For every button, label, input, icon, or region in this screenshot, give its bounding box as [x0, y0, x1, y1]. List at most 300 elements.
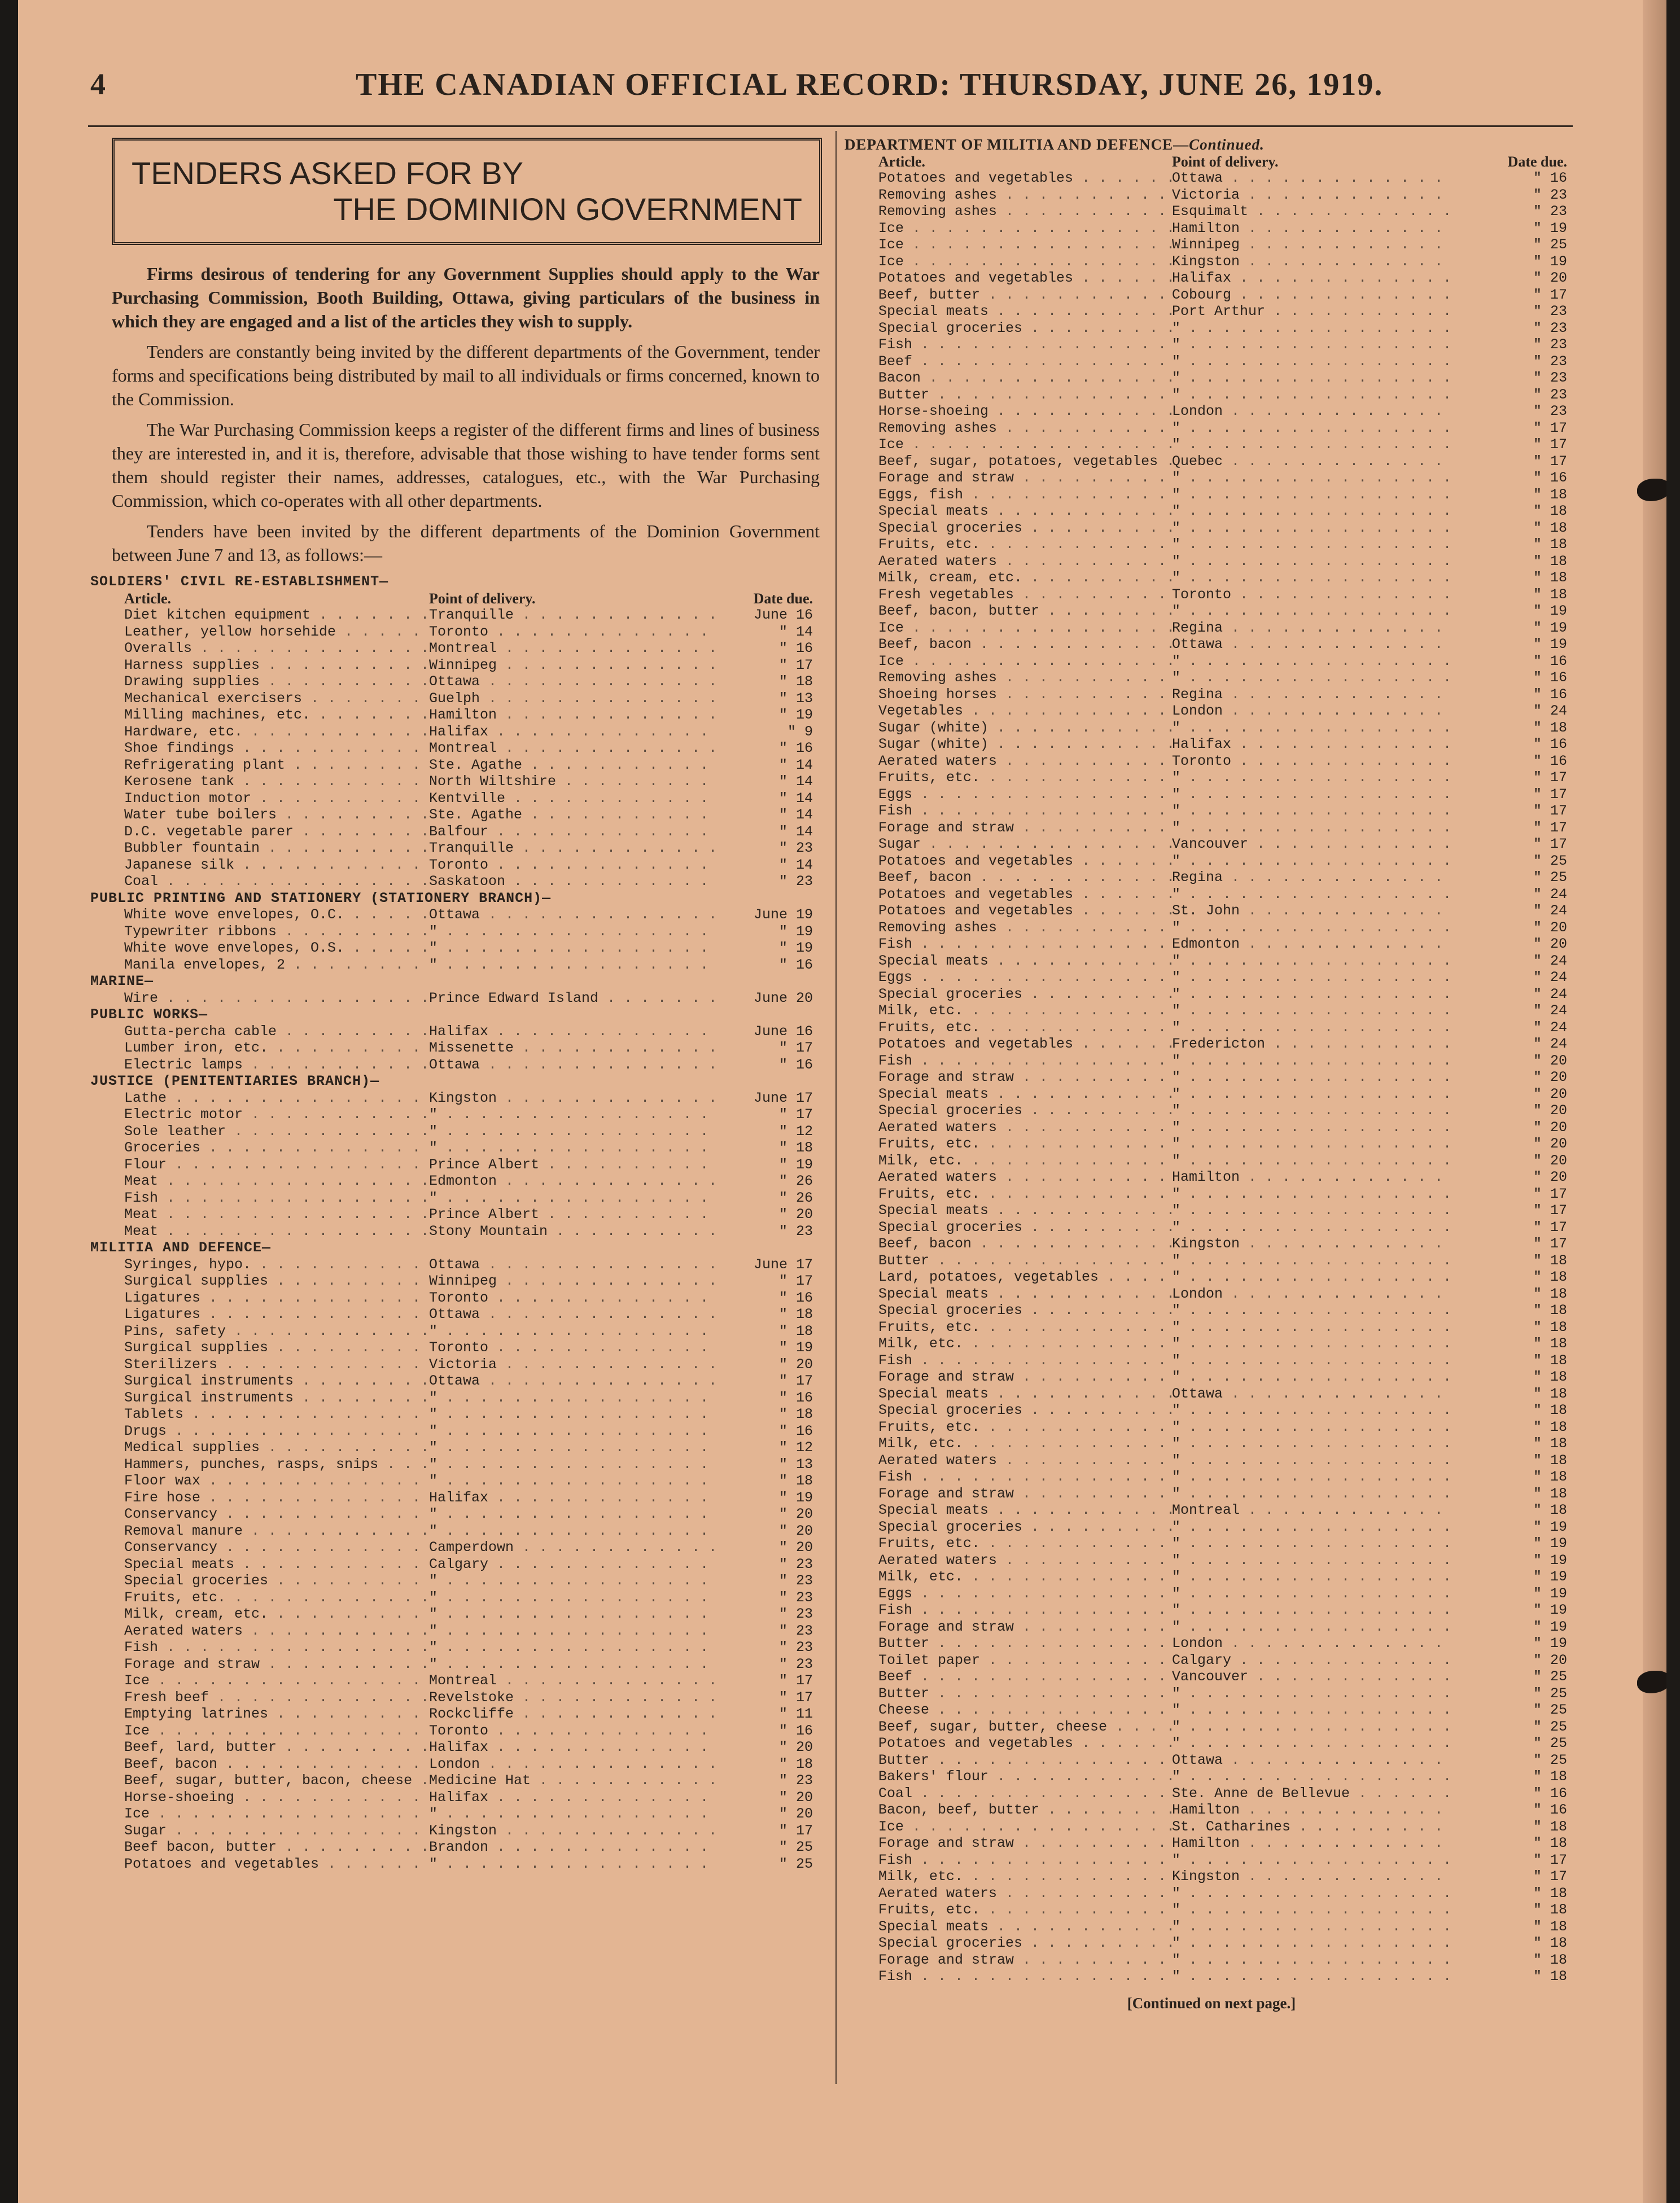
date-cell: " 17 — [1533, 836, 1567, 852]
point-cell: Kingston . . . — [429, 1090, 717, 1107]
article-cell: Forage and straw . . . — [845, 1952, 1172, 1969]
date-cell: " 17 — [1533, 769, 1567, 786]
page-header — [90, 67, 1592, 117]
table-row — [90, 1173, 830, 1190]
date-cell: " 23 — [1533, 303, 1567, 319]
point-cell: " . . . — [1172, 1735, 1454, 1752]
article-cell: Potatoes and vegetables . . . — [845, 853, 1172, 870]
point-cell: " . . . — [1172, 1702, 1454, 1719]
date-cell: " 11 — [778, 1706, 813, 1722]
date-cell: " 18 — [1533, 1452, 1567, 1469]
point-cell: " . . . — [1172, 387, 1454, 404]
point-cell: " . . . — [1172, 1435, 1454, 1452]
table-row — [90, 1723, 830, 1740]
table-row — [845, 470, 1578, 487]
point-cell: " . . . — [1172, 1369, 1454, 1386]
date-cell: " 18 — [1533, 1935, 1567, 1951]
table-row — [845, 1719, 1578, 1736]
page-fold-shadow — [1643, 0, 1666, 2203]
point-cell: " . . . — [1172, 553, 1454, 570]
point-cell: Brandon . . . — [429, 1839, 717, 1856]
table-row — [845, 1652, 1578, 1669]
table-row — [90, 1589, 830, 1606]
table-row — [90, 840, 830, 857]
point-header: Point of delivery. — [429, 590, 536, 607]
point-cell: " . . . — [1172, 320, 1454, 337]
point-cell: " . . . — [1172, 1002, 1454, 1019]
article-cell: Special groceries . . . — [845, 1302, 1172, 1319]
table-row — [845, 620, 1578, 637]
point-cell: Regina . . . — [1172, 686, 1454, 703]
article-cell: Aerated waters . . . — [845, 1452, 1172, 1469]
point-cell: Vancouver . . . — [1172, 1668, 1454, 1685]
article-cell: Fish . . . — [845, 936, 1172, 953]
binding-hole — [1637, 479, 1666, 501]
date-cell: " 17 — [778, 1106, 813, 1123]
date-cell: " 17 — [1533, 1851, 1567, 1868]
point-cell: Ottawa . . . — [429, 1306, 717, 1323]
table-row — [845, 1702, 1578, 1719]
point-cell: Stony Mountain . . . — [429, 1223, 717, 1240]
article-cell: Water tube boilers . . . — [90, 807, 429, 824]
point-cell: Saskatoon . . . — [429, 873, 717, 890]
article-cell: Wire . . . — [90, 990, 429, 1007]
date-cell: " 18 — [778, 1755, 813, 1772]
point-cell: " . . . — [429, 1573, 717, 1589]
date-cell: " 13 — [778, 690, 813, 707]
table-row — [90, 1157, 830, 1173]
table-row — [90, 1739, 830, 1756]
date-cell: " 20 — [1533, 1052, 1567, 1069]
date-cell: " 14 — [778, 756, 813, 773]
date-cell: " 16 — [1533, 736, 1567, 752]
left-tender-listing — [90, 573, 830, 1872]
table-row — [90, 740, 830, 757]
table-row — [845, 1053, 1578, 1070]
point-cell: Kingston . . . — [1172, 253, 1454, 270]
section-title: JUSTICE (PENITENTIARIES BRANCH)— — [90, 1073, 380, 1089]
right-tender-listing — [845, 137, 1578, 2012]
point-cell: Prince Edward Island . . . — [429, 990, 717, 1007]
title-line-2: THE DOMINION GOVERNMENT — [333, 191, 802, 227]
article-cell: Special meats . . . — [845, 303, 1172, 320]
table-row — [90, 1106, 830, 1123]
point-cell: Prince Albert . . . — [429, 1206, 717, 1223]
intro-paragraph: Tenders have been invited by the different departments of the Dominion Government between June 7 and 13, as follows:— — [112, 521, 820, 565]
article-cell: Drugs . . . — [90, 1423, 429, 1440]
article-cell: Meat . . . — [90, 1173, 429, 1190]
table-row — [845, 253, 1578, 270]
table-row — [90, 1040, 830, 1057]
article-cell: Special meats . . . — [845, 1086, 1172, 1103]
point-cell: Tranquille . . . — [429, 840, 717, 857]
point-cell: " . . . — [1172, 1352, 1454, 1369]
table-row — [845, 170, 1578, 187]
table-row — [845, 1868, 1578, 1885]
date-cell: " 18 — [778, 1140, 813, 1156]
point-cell: " . . . — [1172, 969, 1454, 986]
table-row — [845, 1835, 1578, 1852]
date-cell: " 14 — [778, 823, 813, 840]
table-row — [845, 1019, 1578, 1036]
table-row — [90, 1206, 830, 1223]
article-cell: Forage and straw . . . — [845, 1069, 1172, 1086]
article-cell: Forage and straw . . . — [845, 1835, 1172, 1852]
date-cell: " 20 — [1533, 1119, 1567, 1136]
date-cell: " 18 — [1533, 1968, 1567, 1985]
point-cell: London . . . — [1172, 703, 1454, 720]
date-cell: " 20 — [778, 1206, 813, 1223]
article-cell: Fruits, etc. . . . — [845, 769, 1172, 786]
table-row — [845, 1069, 1578, 1086]
date-cell: " 19 — [778, 1489, 813, 1506]
date-cell: " 18 — [1533, 1418, 1567, 1435]
table-row — [845, 1153, 1578, 1170]
date-cell: June 17 — [753, 1089, 813, 1106]
point-cell: Medicine Hat . . . — [429, 1772, 717, 1789]
table-row — [845, 919, 1578, 936]
date-cell: " 25 — [1533, 236, 1567, 253]
date-cell: " 18 — [1533, 519, 1567, 536]
article-cell: Ice . . . — [845, 653, 1172, 670]
article-cell: Sugar . . . — [90, 1823, 429, 1840]
point-cell: " . . . — [1172, 520, 1454, 537]
point-cell: St. Catharines . . . — [1172, 1819, 1454, 1836]
table-row — [845, 187, 1578, 204]
date-cell: " 16 — [1533, 1785, 1567, 1802]
point-cell: " . . . — [1172, 653, 1454, 670]
point-cell: Guelph . . . — [429, 690, 717, 707]
table-row — [845, 270, 1578, 287]
point-cell: Hamilton . . . — [429, 707, 717, 724]
article-cell: Lumber iron, etc. . . . — [90, 1040, 429, 1057]
table-row — [845, 220, 1578, 237]
article-cell: Beef, bacon . . . — [845, 869, 1172, 886]
article-cell: Fish . . . — [845, 1852, 1172, 1869]
article-cell: Sole leather . . . — [90, 1123, 429, 1140]
point-cell: " . . . — [429, 1506, 717, 1523]
point-cell: " . . . — [429, 1656, 717, 1673]
point-cell: Ottawa . . . — [429, 1057, 717, 1074]
table-row — [845, 1885, 1578, 1902]
point-cell: " . . . — [429, 940, 717, 957]
article-cell: Aerated waters . . . — [845, 1119, 1172, 1136]
point-cell: " . . . — [1172, 1086, 1454, 1103]
table-row — [845, 1269, 1578, 1286]
date-cell: " 16 — [778, 1722, 813, 1739]
date-cell: " 16 — [778, 740, 813, 756]
article-cell: Forage and straw . . . — [845, 820, 1172, 836]
table-row — [845, 503, 1578, 520]
date-cell: " 25 — [1533, 1718, 1567, 1735]
date-cell: " 18 — [1533, 719, 1567, 736]
article-cell: Potatoes and vegetables . . . — [845, 1735, 1172, 1752]
table-row — [845, 1935, 1578, 1952]
table-row — [845, 753, 1578, 770]
table-row — [90, 1539, 830, 1556]
article-cell: Potatoes and vegetables . . . — [845, 270, 1172, 287]
table-row — [90, 1140, 830, 1157]
intro-paragraph: The War Purchasing Commission keeps a register of the different firms and lines of business they are interested in, and it is, therefore, advisable that those wishing to have tender forms sent them should register their names, addresses, catalogues, etc., with the War Purchasing Commission, which co-operates with all other departments. — [112, 419, 820, 511]
article-cell: Milk, etc. . . . — [845, 1335, 1172, 1352]
right-column — [845, 131, 1578, 2012]
article-cell: Forage and straw . . . — [90, 1656, 429, 1673]
date-cell: " 19 — [1533, 1585, 1567, 1602]
date-cell: " 19 — [778, 1339, 813, 1356]
table-row — [845, 370, 1578, 387]
date-cell: " 25 — [1533, 852, 1567, 869]
point-cell: " . . . — [429, 1190, 717, 1207]
article-cell: Ice . . . — [90, 1672, 429, 1689]
point-cell: Ottawa . . . — [1172, 1386, 1454, 1403]
date-cell: " 23 — [778, 1655, 813, 1672]
article-cell: Special meats . . . — [845, 1202, 1172, 1219]
article-cell: Shoeing horses . . . — [845, 686, 1172, 703]
point-cell: " . . . — [1172, 1186, 1454, 1203]
table-row — [845, 1519, 1578, 1536]
table-row — [90, 1090, 830, 1107]
point-cell: Cobourg . . . — [1172, 287, 1454, 304]
article-cell: Sugar (white) . . . — [845, 736, 1172, 753]
table-row — [845, 1036, 1578, 1053]
date-cell: " 19 — [778, 923, 813, 940]
article-cell: Aerated waters . . . — [845, 1552, 1172, 1569]
article-cell: Butter . . . — [845, 1252, 1172, 1269]
table-row — [845, 1569, 1578, 1586]
date-cell: " 16 — [1533, 1802, 1567, 1818]
date-cell: " 16 — [1533, 669, 1567, 686]
intro-paragraph: Tenders are constantly being invited by the different departments of the Government, tender forms and specifications being distributed by mail to all individuals or firms concerned, known to the Commission. — [112, 341, 820, 409]
table-row — [90, 873, 830, 890]
point-cell: " . . . — [429, 1140, 717, 1157]
point-cell: Hamilton . . . — [1172, 1835, 1454, 1852]
date-cell: " 19 — [1533, 636, 1567, 652]
point-cell: Ottawa . . . — [429, 673, 717, 690]
date-cell: " 19 — [1533, 1569, 1567, 1585]
point-cell: " . . . — [1172, 669, 1454, 686]
date-cell: " 20 — [1533, 1085, 1567, 1102]
point-cell: " . . . — [1172, 1902, 1454, 1919]
article-cell: Aerated waters . . . — [845, 1885, 1172, 1902]
article-cell: Horse-shoeing . . . — [845, 403, 1172, 420]
table-row — [90, 1639, 830, 1656]
table-row — [845, 1435, 1578, 1452]
date-cell: June 19 — [753, 906, 813, 923]
point-cell: Toronto . . . — [429, 1339, 717, 1356]
date-cell: " 20 — [1533, 1152, 1567, 1169]
table-row — [90, 1123, 830, 1140]
point-cell: " . . . — [1172, 820, 1454, 836]
article-cell: Eggs . . . — [845, 786, 1172, 803]
point-cell: " . . . — [429, 1473, 717, 1490]
article-cell: D.C. vegetable parer . . . — [90, 824, 429, 840]
point-cell: Toronto . . . — [1172, 586, 1454, 603]
date-cell: " 19 — [1533, 1618, 1567, 1635]
point-cell: Rockcliffe . . . — [429, 1706, 717, 1723]
article-cell: Coal . . . — [845, 1785, 1172, 1802]
table-row — [845, 986, 1578, 1003]
article-cell: Pins, safety . . . — [90, 1323, 429, 1340]
article-cell: Conservancy . . . — [90, 1539, 429, 1556]
date-cell: " 18 — [778, 1306, 813, 1322]
table-row — [90, 1223, 830, 1240]
table-row — [845, 1819, 1578, 1836]
article-cell: Ice . . . — [845, 236, 1172, 253]
date-cell: " 23 — [778, 1772, 813, 1789]
article-cell: Mechanical exercisers . . . — [90, 690, 429, 707]
article-cell: Special meats . . . — [845, 953, 1172, 970]
section-title: SOLDIERS' CIVIL RE-ESTABLISHMENT— — [90, 573, 389, 590]
article-cell: Fruits, etc. . . . — [845, 1419, 1172, 1436]
article-header: Article. — [878, 153, 926, 170]
table-row — [845, 636, 1578, 653]
table-row — [90, 1423, 830, 1440]
date-cell: " 18 — [1533, 1768, 1567, 1785]
date-cell: " 17 — [1533, 453, 1567, 470]
point-cell: " . . . — [1172, 1153, 1454, 1170]
point-cell: Kingston . . . — [1172, 1236, 1454, 1252]
date-cell: " 25 — [1533, 1668, 1567, 1685]
point-cell: " . . . — [1172, 1102, 1454, 1119]
article-cell: Floor wax . . . — [90, 1473, 429, 1490]
point-cell: " . . . — [1172, 1519, 1454, 1536]
date-cell: " 23 — [778, 1573, 813, 1589]
point-cell: Hamilton . . . — [1172, 220, 1454, 237]
date-cell: " 18 — [1533, 536, 1567, 553]
point-cell: " . . . — [1172, 1586, 1454, 1602]
table-row — [845, 287, 1578, 304]
date-cell: " 23 — [1533, 403, 1567, 419]
point-cell: " . . . — [1172, 353, 1454, 370]
point-cell: London . . . — [1172, 403, 1454, 420]
article-cell: Ice . . . — [845, 620, 1172, 637]
table-row — [90, 824, 830, 840]
point-cell: Toronto . . . — [429, 857, 717, 874]
table-row — [845, 1919, 1578, 1935]
article-cell: Potatoes and vegetables . . . — [845, 170, 1172, 187]
date-cell: " 16 — [1533, 470, 1567, 486]
date-cell: " 20 — [1533, 936, 1567, 952]
table-row — [845, 1419, 1578, 1436]
point-cell: " . . . — [429, 1423, 717, 1440]
article-cell: Surgical instruments . . . — [90, 1373, 429, 1390]
date-cell: " 17 — [778, 1040, 813, 1056]
article-cell: Special groceries . . . — [845, 1102, 1172, 1119]
article-cell: Forage and straw . . . — [845, 470, 1172, 487]
date-cell: " 18 — [1533, 1485, 1567, 1502]
date-cell: " 19 — [1533, 1602, 1567, 1618]
date-cell: " 24 — [1533, 703, 1567, 719]
point-cell: Kentville . . . — [429, 790, 717, 807]
table-row — [845, 936, 1578, 953]
article-cell: Aerated waters . . . — [845, 753, 1172, 770]
date-cell: " 23 — [778, 1622, 813, 1639]
article-cell: Fruits, etc. . . . — [845, 1136, 1172, 1153]
table-row — [90, 1306, 830, 1323]
date-cell: " 17 — [1533, 1185, 1567, 1202]
date-cell: " 18 — [1533, 1902, 1567, 1918]
point-cell: Kingston . . . — [1172, 1868, 1454, 1885]
article-cell: Butter . . . — [845, 1752, 1172, 1769]
date-cell: " 17 — [778, 1689, 813, 1706]
article-cell: Electric lamps . . . — [90, 1057, 429, 1074]
table-row — [845, 869, 1578, 886]
date-cell: " 20 — [1533, 1136, 1567, 1152]
article-cell: Removal manure . . . — [90, 1523, 429, 1540]
point-cell: " . . . — [1172, 1919, 1454, 1935]
point-cell: Victoria . . . — [1172, 187, 1454, 204]
date-cell: " 17 — [1533, 786, 1567, 803]
article-cell: Meat . . . — [90, 1206, 429, 1223]
point-cell: Halifax . . . — [1172, 270, 1454, 287]
table-row — [90, 1823, 830, 1840]
date-cell: " 23 — [778, 1639, 813, 1655]
table-row — [90, 1623, 830, 1640]
date-cell: June 16 — [753, 607, 813, 623]
date-cell: " 25 — [778, 1855, 813, 1872]
date-cell: " 20 — [778, 1539, 813, 1556]
table-row — [845, 1502, 1578, 1519]
table-row — [845, 1952, 1578, 1969]
date-cell: " 20 — [1533, 270, 1567, 286]
point-cell: Ste. Agathe . . . — [429, 757, 717, 774]
article-cell: Milk, cream, etc. . . . — [90, 1606, 429, 1623]
point-cell: " . . . — [1172, 1069, 1454, 1086]
table-row — [845, 1735, 1578, 1752]
table-row — [90, 957, 830, 974]
table-row — [90, 757, 830, 774]
date-cell: " 18 — [1533, 1951, 1567, 1968]
table-row — [845, 1335, 1578, 1352]
point-cell: Kingston . . . — [429, 1823, 717, 1840]
date-cell: " 9 — [787, 723, 813, 740]
date-cell: " 24 — [1533, 986, 1567, 1002]
article-cell: Bakers' flour . . . — [845, 1768, 1172, 1785]
article-cell: Milk, etc. . . . — [845, 1002, 1172, 1019]
article-cell: Beef, bacon, butter . . . — [845, 603, 1172, 620]
date-cell: " 18 — [1533, 1302, 1567, 1319]
date-cell: " 18 — [1533, 1369, 1567, 1385]
article-cell: Beef, lard, butter . . . — [90, 1739, 429, 1756]
date-cell: " 20 — [778, 1356, 813, 1373]
table-row — [90, 1256, 830, 1273]
article-cell: Special groceries . . . — [90, 1573, 429, 1589]
point-cell: Halifax . . . — [429, 1490, 717, 1506]
date-cell: " 17 — [1533, 1202, 1567, 1219]
article-cell: Japanese silk . . . — [90, 857, 429, 874]
table-row — [90, 1023, 830, 1040]
article-cell: Special meats . . . — [845, 503, 1172, 520]
article-cell: Fish . . . — [845, 1602, 1172, 1619]
article-cell: Induction motor . . . — [90, 790, 429, 807]
table-row — [845, 1602, 1578, 1619]
article-cell: Fruits, etc. . . . — [845, 1535, 1172, 1552]
table-row — [845, 570, 1578, 586]
point-cell: " . . . — [1172, 1486, 1454, 1503]
table-row — [90, 990, 830, 1007]
article-cell: Forage and straw . . . — [845, 1486, 1172, 1503]
point-cell: " . . . — [1172, 886, 1454, 903]
section-title: PUBLIC PRINTING AND STATIONERY (STATIONERY BRANCH)— — [90, 890, 552, 906]
date-cell: " 20 — [1533, 1169, 1567, 1185]
table-row — [845, 1169, 1578, 1186]
point-cell: Toronto . . . — [1172, 753, 1454, 770]
date-cell: " 16 — [778, 1389, 813, 1406]
point-cell: " . . . — [1172, 603, 1454, 620]
table-row — [845, 1236, 1578, 1252]
table-row — [845, 786, 1578, 803]
point-cell: " . . . — [1172, 1319, 1454, 1336]
